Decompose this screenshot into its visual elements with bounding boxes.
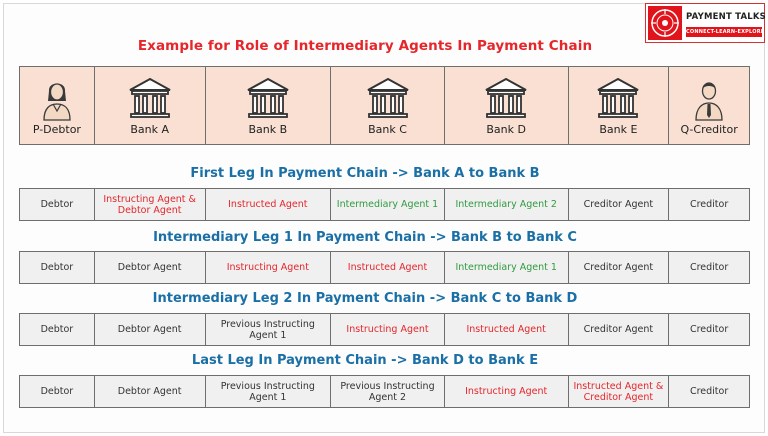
role-cell: Instructed Agent & Creditor Agent xyxy=(569,376,670,407)
actor-strip xyxy=(19,66,750,145)
role-cell: Previous Instructing Agent 1 xyxy=(206,314,332,345)
role-cell: Creditor Agent xyxy=(569,314,670,345)
logo xyxy=(645,3,765,43)
bank-icon xyxy=(484,77,528,125)
actor-label: P-Debtor xyxy=(32,123,81,136)
role-cell: Instructed Agent xyxy=(445,314,569,345)
role-cell: Debtor xyxy=(20,189,95,220)
actor-label: Bank B xyxy=(248,123,288,136)
role-cell: Instructed Agent xyxy=(331,252,445,283)
role-cell: Previous Instructing Agent 2 xyxy=(331,376,445,407)
page-title: Example for Role of Intermediary Agents In Payment Chain xyxy=(137,38,593,54)
bank-icon xyxy=(596,77,640,125)
role-cell: Creditor Agent xyxy=(569,189,670,220)
actor-q-creditor xyxy=(669,67,749,144)
role-cell: Creditor xyxy=(689,324,729,335)
actor-bank-e xyxy=(569,67,670,144)
leg-title-last: Last Leg In Payment Chain -> Bank D to Bank E xyxy=(191,353,539,368)
actor-label: Bank E xyxy=(599,123,638,136)
role-cell: Instructed Agent xyxy=(206,189,332,220)
actor-p-debtor xyxy=(20,67,95,144)
role-cell: Instructing Agent xyxy=(445,376,569,407)
role-cell: Debtor Agent xyxy=(95,376,206,407)
role-cell: Instructing Agent xyxy=(331,314,445,345)
actor-label: Bank C xyxy=(368,123,407,136)
role-cell: Debtor xyxy=(20,252,95,283)
role-cell: Debtor xyxy=(20,314,95,345)
actor-label: Bank D xyxy=(486,123,526,136)
role-cell: Debtor Agent xyxy=(95,314,206,345)
role-cell: Creditor xyxy=(689,262,729,273)
leg-row-last xyxy=(19,375,750,408)
role-cell: Instructing Agent & Debtor Agent xyxy=(95,189,206,220)
role-cell: Creditor Agent xyxy=(569,252,670,283)
actor-label: Bank A xyxy=(130,123,169,136)
role-cell: Instructing Agent xyxy=(206,252,332,283)
leg-title-intermediary-1: Intermediary Leg 1 In Payment Chain -> Bank B to Bank C xyxy=(153,230,577,245)
logo-emblem-icon xyxy=(648,6,682,40)
role-cell: Previous Instructing Agent 1 xyxy=(206,376,332,407)
role-cell: Intermediary Agent 2 xyxy=(445,189,569,220)
logo-name: PAYMENT TALKS xyxy=(686,12,766,22)
logo-tagline: CONNECT-LEARN-EXPLORE xyxy=(686,29,765,35)
leg-title-first: First Leg In Payment Chain -> Bank A to Bank B xyxy=(190,166,540,181)
actor-bank-c xyxy=(331,67,445,144)
bank-icon xyxy=(128,77,172,125)
leg-row-intermediary-1 xyxy=(19,251,750,284)
actor-bank-a xyxy=(95,67,206,144)
role-cell: Debtor Agent xyxy=(95,252,206,283)
leg-row-first xyxy=(19,188,750,221)
role-cell: Creditor xyxy=(689,199,729,210)
bank-icon xyxy=(366,77,410,125)
role-cell: Intermediary Agent 1 xyxy=(331,189,445,220)
role-cell: Intermediary Agent 1 xyxy=(445,252,569,283)
female-person-icon xyxy=(42,77,72,125)
leg-row-intermediary-2 xyxy=(19,313,750,346)
actor-bank-d xyxy=(445,67,569,144)
male-person-icon xyxy=(694,77,724,125)
actor-bank-b xyxy=(206,67,332,144)
role-cell: Creditor xyxy=(689,386,729,397)
actor-label: Q-Creditor xyxy=(680,123,738,136)
role-cell: Debtor xyxy=(20,376,95,407)
bank-icon xyxy=(246,77,290,125)
leg-title-intermediary-2: Intermediary Leg 2 In Payment Chain -> Bank C to Bank D xyxy=(152,291,578,306)
